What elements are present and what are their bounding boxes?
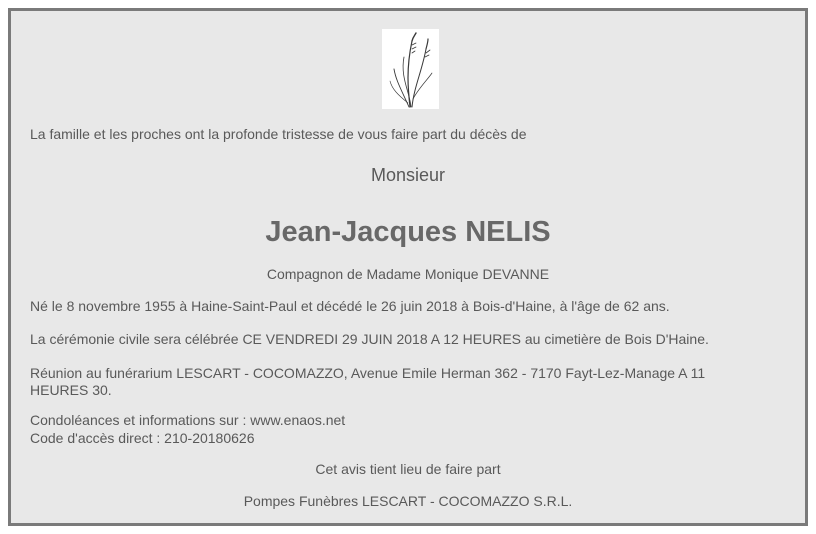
funeral-home-text: Pompes Funèbres LESCART - COCOMAZZO S.R.L.	[243, 493, 573, 509]
notice-statement: Cet avis tient lieu de faire part	[315, 461, 501, 477]
intro-text: La famille et les proches ont la profonde tristesse de vous faire part du décès de	[30, 126, 527, 142]
birth-death-text: Né le 8 novembre 1955 à Haine-Saint-Paul et décédé le 26 juin 2018 à Bois-d'Haine, à l'âge de 62 ans.	[30, 298, 670, 314]
honorific-title: Monsieur	[370, 165, 446, 185]
condolences-text: Condoléances et informations sur : www.enaos.net	[30, 412, 346, 428]
companion-text: Compagnon de Madame Monique DEVANNE	[266, 266, 550, 282]
reunion-text: Réunion au funérarium LESCART - COCOMAZZO, Avenue Emile Herman 362 - 7170 Fayt-Lez-Manage A 11 HEURES 30.	[30, 365, 706, 398]
ceremony-text: La cérémonie civile sera célébrée CE VENDREDI 29 JUIN 2018 A 12 HEURES au cimetière de Bois D'Haine.	[30, 331, 709, 347]
wheat-stalk-icon	[382, 29, 439, 109]
access-code-text: Code d'accès direct : 210-20180626	[30, 430, 255, 446]
deceased-name: Jean-Jacques NELIS	[265, 216, 551, 248]
death-notice-card	[8, 8, 808, 526]
